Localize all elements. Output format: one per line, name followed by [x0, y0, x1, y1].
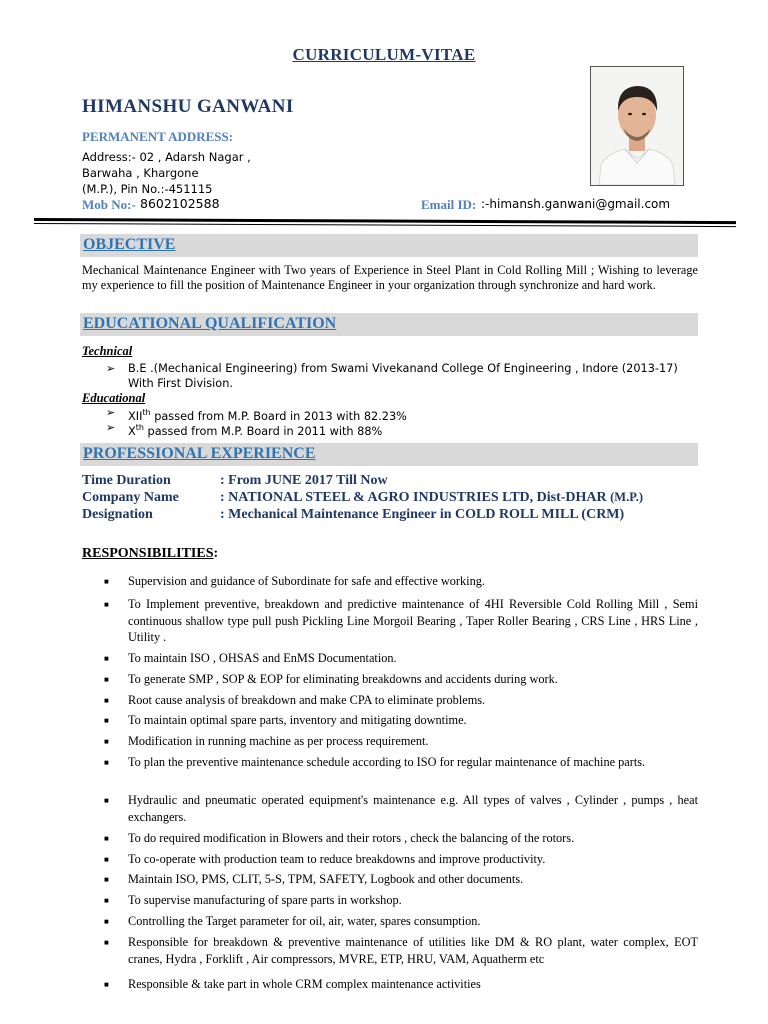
arrow-bullet-icon: ➢ — [106, 407, 116, 419]
responsibility-item: To plan the preventive maintenance schedule according to ISO for regular maintenance of machine parts. — [128, 755, 646, 769]
profile-photo — [590, 66, 684, 186]
email-label: Email ID: — [421, 197, 477, 212]
bullet-icon: ■ — [104, 917, 109, 926]
responsibility-item: Responsible for breakdown & preventive maintenance of utilities like DM & RO plant, water complex, EOT cranes, Hydra , Forklift , Air compressors, MVRE, ETP, HRU, VAM, Aquatherm etc — [128, 935, 698, 966]
education-heading: EDUCATIONAL QUALIFICATION — [83, 315, 337, 332]
header-divider-thin — [34, 223, 736, 227]
bullet-icon: ■ — [104, 600, 109, 609]
bullet-icon: ■ — [104, 758, 109, 767]
document-title: CURRICULUM-VITAE — [292, 45, 476, 64]
education-xii: XIIth passed from M.P. Board in 2013 with 82.23% — [128, 408, 407, 423]
responsibilities-heading: RESPONSIBILITIES: — [82, 546, 219, 561]
objective-text: Mechanical Maintenance Engineer with Two years of Experience in Steel Plant in Cold Rolling Mill ; Wishing to leverage my experience to fill the position of Maintenance Engineer in your organization through synchronize and hard work. — [82, 263, 698, 292]
bullet-icon: ■ — [104, 654, 109, 663]
designation-value: : Mechanical Maintenance Engineer in COLD ROLL MILL (CRM) — [220, 507, 625, 522]
mobile-number: 8602102588 — [140, 196, 220, 211]
address-line-2: Barwaha , Khargone — [82, 166, 199, 180]
bullet-icon: ■ — [104, 696, 109, 705]
mobile-label: Mob No:- — [82, 197, 136, 212]
educational-label: Educational — [82, 391, 146, 405]
education-heading-bar — [80, 313, 698, 336]
responsibility-item: To maintain optimal spare parts, inventory and mitigating downtime. — [128, 713, 467, 727]
bullet-icon: ■ — [104, 675, 109, 684]
bullet-icon: ■ — [104, 896, 109, 905]
arrow-bullet-icon: ➢ — [106, 363, 116, 375]
objective-heading-bar — [80, 234, 698, 257]
bullet-icon: ■ — [104, 737, 109, 746]
responsibility-item: Maintain ISO, PMS, CLIT, 5-S, TPM, SAFETY, Logbook and other documents. — [128, 872, 524, 886]
responsibility-item: Supervision and guidance of Subordinate for safe and effective working. — [128, 574, 485, 588]
address-line-3: (M.P.), Pin No.:-451115 — [82, 182, 213, 196]
responsibility-item: To Implement preventive, breakdown and predictive maintenance of 4HI Reversible Cold Rolling Mill , Semi continuous shallow type pull push Pickling Line Morgoil Bearing , Taper Roller Bearing , CRS Line , HRS Line , Utility . — [128, 597, 698, 644]
education-x: Xth passed from M.P. Board in 2011 with 88% — [128, 423, 383, 438]
time-duration-label: Time Duration — [82, 473, 171, 488]
objective-heading: OBJECTIVE — [83, 236, 176, 253]
bullet-icon: ■ — [104, 796, 109, 805]
bullet-icon: ■ — [104, 716, 109, 725]
technical-degree: B.E .(Mechanical Engineering) from Swami Vivekanand College Of Engineering , Indore (2013-17) With First Division. — [128, 362, 678, 390]
bullet-icon: ■ — [104, 875, 109, 884]
bullet-icon: ■ — [104, 980, 109, 989]
arrow-bullet-icon: ➢ — [106, 422, 116, 434]
technical-label: Technical — [82, 344, 133, 358]
responsibility-item: To co-operate with production team to reduce breakdowns and improve productivity. — [128, 852, 546, 866]
responsibility-item: Modification in running machine as per process requirement. — [128, 734, 429, 748]
bullet-icon: ■ — [104, 834, 109, 843]
address-label: PERMANENT ADDRESS: — [82, 129, 234, 144]
responsibility-item: Root cause analysis of breakdown and make CPA to eliminate problems. — [128, 693, 486, 707]
bullet-icon: ■ — [104, 577, 109, 586]
experience-heading: PROFESSIONAL EXPERIENCE — [83, 445, 316, 462]
experience-heading-bar — [80, 443, 698, 466]
bullet-icon: ■ — [104, 938, 109, 947]
designation-label: Designation — [82, 507, 153, 522]
responsibility-item: To supervise manufacturing of spare parts in workshop. — [128, 893, 402, 907]
responsibility-item: Hydraulic and pneumatic operated equipment's maintenance e.g. All types of valves , Cylinder , pumps , heat exchangers. — [128, 793, 698, 824]
responsibility-item: Controlling the Target parameter for oil, air, water, spares consumption. — [128, 914, 481, 928]
time-duration-value: : From JUNE 2017 Till Now — [220, 473, 388, 488]
responsibility-item: To maintain ISO , OHSAS and EnMS Documentation. — [128, 651, 397, 665]
email-address: :-himansh.ganwani@gmail.com — [481, 197, 671, 211]
responsibility-item: Responsible & take part in whole CRM complex maintenance activities — [128, 977, 481, 991]
bullet-icon: ■ — [104, 855, 109, 864]
company-label: Company Name — [82, 490, 179, 505]
address-line-1: Address:- 02 , Adarsh Nagar , — [82, 150, 251, 164]
company-value: : NATIONAL STEEL & AGRO INDUSTRIES LTD, Dist-DHAR (M.P.) — [220, 490, 644, 505]
responsibility-item: To generate SMP , SOP & EOP for eliminating breakdowns and accidents during work. — [128, 672, 558, 686]
responsibility-item: To do required modification in Blowers and their rotors , check the balancing of the rotors. — [128, 831, 575, 845]
candidate-name: HIMANSHU GANWANI — [82, 96, 294, 117]
